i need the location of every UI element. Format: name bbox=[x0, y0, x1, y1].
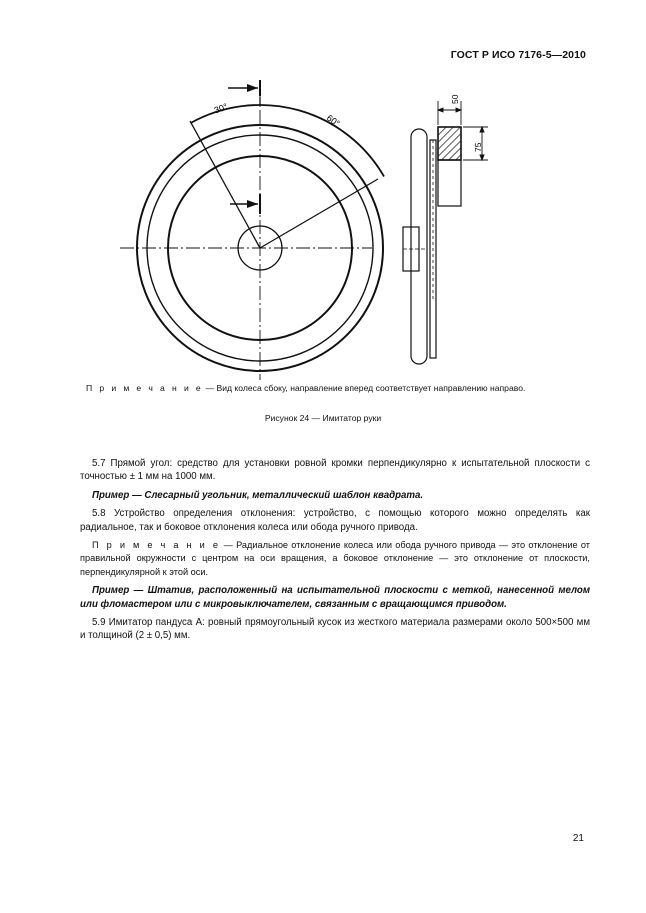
figure-caption: Рисунок 24 — Имитатор руки bbox=[264, 413, 382, 423]
section-5-8-note-text: — Радиальное отклонение колеса или обода ручного привода — это отклонение от правильной окружности с центром на оси вращения, а боковое отклонение — это отклонение от плоскости, перпендикулярной к этой оси. bbox=[80, 540, 590, 577]
document-code-header: ГОСТ Р ИСО 7176-5—2010 bbox=[450, 49, 586, 61]
hand-simulator-block bbox=[438, 160, 461, 206]
hatched-section bbox=[438, 127, 461, 160]
figure-note-text: — Вид колеса сбоку, направление вперед соответствует направлению направо. bbox=[203, 383, 526, 393]
dimension-label-75: 75 bbox=[473, 142, 483, 152]
forward-direction-arrow-top bbox=[228, 80, 260, 96]
section-5-8-note bbox=[80, 539, 590, 579]
wheel-side-view bbox=[403, 127, 461, 364]
wheel-front-view bbox=[120, 88, 384, 380]
section-5-7: 5.7 Прямой угол: средство для установки ровной кромки перпендикулярно к испытательной плоскости с точностью ± 1 мм на 1000 мм. bbox=[80, 458, 590, 483]
wheel-hand-simulator-figure bbox=[0, 0, 646, 400]
radial-line-60deg bbox=[260, 179, 378, 248]
section-5-8-note-label: П р и м е ч а н и е bbox=[92, 540, 221, 551]
angle-label-60: 60° bbox=[324, 112, 342, 129]
dimension-label-50: 50 bbox=[450, 94, 460, 104]
section-5-8: 5.8 Устройство определения отклонения: устройство, с помощью которого можно определять как радиальное, так и боковое отклонения колеса или обода ручного привода. bbox=[80, 508, 590, 533]
body-text bbox=[80, 457, 590, 648]
section-5-7-example: Пример — Слесарный угольник, металлический шаблон квадрата. bbox=[92, 489, 424, 501]
figure-note-label: П р и м е ч а н и е bbox=[86, 383, 204, 393]
figure-note bbox=[86, 383, 525, 393]
section-5-9: 5.9 Имитатор пандуса А: ровный прямоугольный кусок из жесткого материала размерами около 500×500 мм и толщиной (2 ± 0,5) мм. bbox=[80, 617, 590, 642]
angle-label-30: 30° bbox=[212, 101, 229, 116]
section-5-8-example: Пример — Штатив, расположенный на испытательной плоскости с меткой, нанесенной мелом или фломастером или с микровыключателем, связанным с вращающимся приводом. bbox=[80, 585, 590, 610]
page-number: 21 bbox=[572, 833, 584, 844]
forward-direction-arrow-middle bbox=[230, 194, 260, 214]
